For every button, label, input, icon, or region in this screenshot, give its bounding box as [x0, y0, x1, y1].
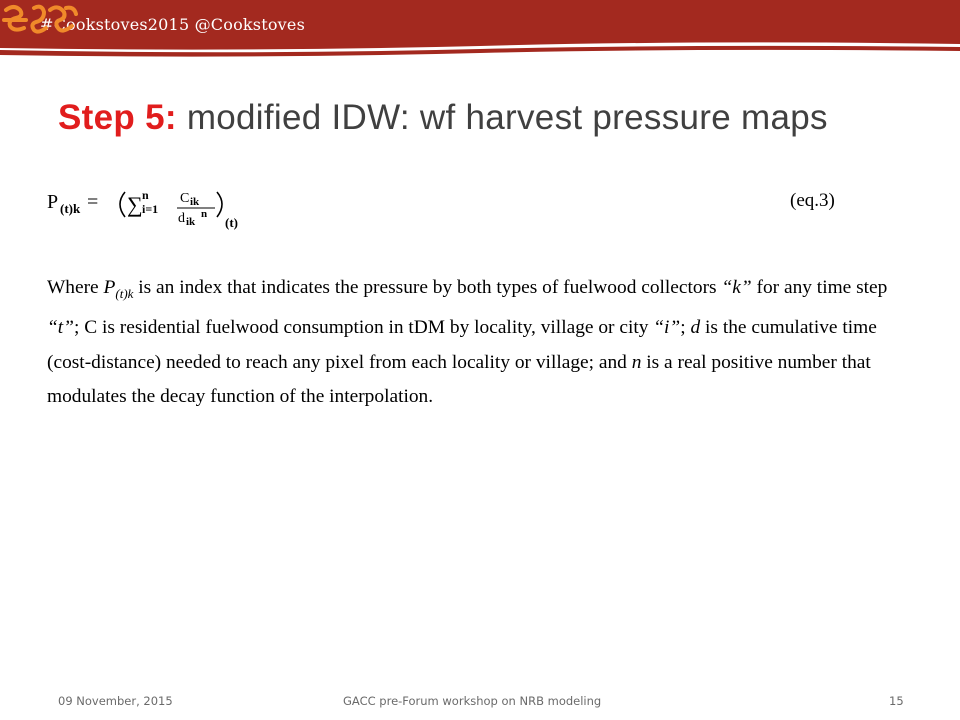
- var-t: “t”: [47, 317, 74, 339]
- eq-numerator: C: [180, 191, 190, 206]
- equation-number: (eq.3): [790, 190, 835, 211]
- hashtag-text: #Cookstoves2015 @Cookstoves: [40, 15, 306, 34]
- description-paragraph: [47, 271, 917, 415]
- var-i: “i”: [653, 317, 681, 339]
- var-P: [103, 277, 134, 301]
- para-text: is the cumulative time (cost-distance) needed to reach any pixel from each locality or village; and: [47, 317, 877, 373]
- eq-sum-upper: n: [142, 188, 149, 202]
- eq-sum-symbol: ∑: [127, 192, 143, 217]
- header-banner: [0, 0, 960, 62]
- eq-denominator-sub: ik: [186, 216, 196, 228]
- var-k: “k”: [721, 277, 752, 298]
- para-text: ;: [680, 317, 691, 339]
- eq-lhs-sub: (t)k: [60, 201, 81, 216]
- title-step-label: Step 5:: [58, 98, 177, 137]
- eq-denominator: d: [178, 211, 185, 226]
- cookstoves-logo-icon: [0, 0, 80, 36]
- eq-outer-sub: (t): [225, 215, 238, 230]
- var-P-letter: P: [103, 277, 116, 298]
- eq-right-paren: [217, 192, 222, 217]
- eq-left-paren: [120, 192, 125, 217]
- para-text: Where: [47, 277, 104, 298]
- eq-equals: =: [87, 191, 99, 213]
- eq-denominator-sup: n: [201, 208, 208, 220]
- slide-title: [58, 98, 828, 138]
- para-text: for any time step: [751, 277, 888, 298]
- var-P-sub: (t)k: [115, 285, 134, 301]
- title-text: modified IDW: wf harvest pressure maps: [176, 98, 828, 137]
- equation-formula: [47, 182, 267, 238]
- var-d: d: [690, 317, 701, 339]
- para-text: ; C is residential fuelwood consumption in tDM by locality, village or city: [73, 317, 654, 339]
- equation-block: [47, 182, 907, 234]
- var-n: n: [631, 351, 642, 373]
- eq-numerator-sub: ik: [190, 196, 200, 208]
- para-text: is a real positive number that modulates the decay function of the interpolation.: [47, 351, 871, 408]
- footer-date: 09 November, 2015: [58, 694, 173, 708]
- eq-lhs: P: [47, 191, 59, 213]
- page-number: 15: [889, 694, 904, 708]
- para-text: is an index that indicates the pressure by both types of fuelwood collectors: [133, 277, 722, 298]
- eq-sum-lower: i=1: [142, 202, 159, 216]
- footer-title: GACC pre-Forum workshop on NRB modeling: [343, 694, 602, 708]
